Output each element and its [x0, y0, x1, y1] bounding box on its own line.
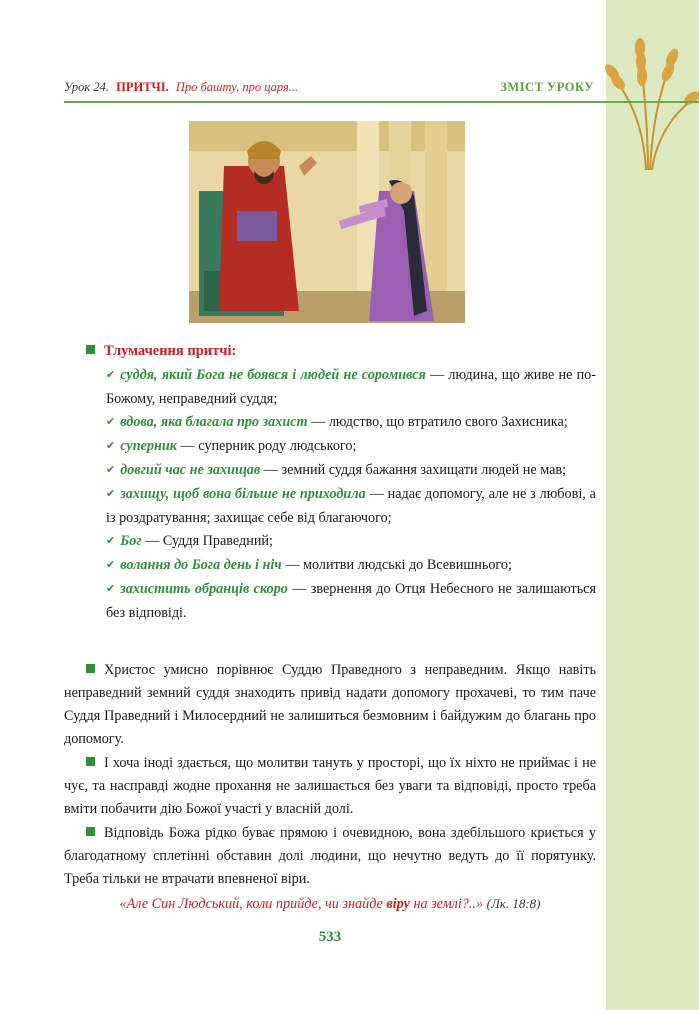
interpretation-section: [90, 340, 596, 625]
item-text: — Суддя Праведний;: [141, 533, 273, 549]
checkmark-icon: ✔: [106, 416, 116, 428]
paragraph-text: І хоча іноді здається, що молитви тануть у просторі, що їх ніхто не приймає і не чує, та насправді жодне прохання не залишається без уваги та відповіді, просто треба вміти побачити дію Божої участі у власній долі.: [64, 755, 596, 817]
contents-link[interactable]: ЗМІСТ УРОКУ: [500, 80, 594, 94]
list-item: [106, 435, 596, 459]
paragraph-text: Відповідь Божа рідко буває прямою і очевидною, вона здебільшого криється у благодатному сплетінні обставин долі людини, що нечутно ведуть до її порятунку. Треба тільки не втрачати впевненої віри.: [64, 825, 596, 887]
checkmark-icon: ✔: [106, 369, 116, 381]
list-item: [106, 578, 596, 625]
quote-reference: (Лк. 18:8): [486, 896, 541, 911]
interpretation-list: [106, 364, 596, 625]
paragraph: [64, 659, 596, 751]
bullet-square-icon: [86, 757, 95, 766]
checkmark-icon: ✔: [106, 535, 116, 547]
bullet-square-icon: [86, 827, 95, 836]
list-item: [106, 483, 596, 530]
parable-illustration: [189, 121, 465, 323]
list-item: [106, 364, 596, 411]
header-divider: [64, 101, 699, 103]
wheat-decoration: [592, 30, 699, 170]
item-term: захищу, щоб вона більше не приходила: [120, 486, 366, 502]
page-header: [64, 80, 604, 100]
list-item: [106, 411, 596, 435]
item-text: — надає допомогу, але не з любові, а із роздратування; захищає себе від благаючого;: [106, 486, 596, 526]
page-number: 533: [318, 929, 342, 945]
paragraph-text: Христос умисно порівнює Суддю Праведного з неправедним. Якщо навіть неправедний земний суддя знаходить привід надати допомогу прохачеві, то тим паче Суддя Праведний і Милосердний не залишиться безмовним і байдужим до благань про допомогу.: [64, 662, 596, 747]
item-term: суперник: [120, 438, 177, 454]
item-term: довгий час не захищав: [120, 462, 261, 478]
item-text: — земний суддя бажання захищати людей не мав;: [260, 462, 567, 478]
lesson-subtitle: Про башту, про царя...: [175, 80, 299, 94]
bullet-square-icon: [86, 345, 95, 354]
scripture-quote: [64, 896, 596, 913]
quote-text-start: «Але Син Людський, коли прийде, чи знайде: [119, 896, 387, 912]
checkmark-icon: ✔: [106, 559, 116, 571]
item-text: — людство, що втратило свого Захисника;: [307, 414, 568, 430]
interpretation-heading: Тлумачення притчі:: [104, 343, 237, 359]
checkmark-icon: ✔: [106, 488, 116, 500]
quote-emphasis: віру: [386, 896, 410, 912]
item-term: захистить обранців скоро: [120, 581, 288, 597]
checkmark-icon: ✔: [106, 464, 116, 476]
bullet-square-icon: [86, 664, 95, 673]
list-item: [106, 530, 596, 554]
checkmark-icon: ✔: [106, 440, 116, 452]
quote-text-end: на землі?..»: [409, 896, 484, 912]
paragraph: [64, 822, 596, 891]
item-term: волання до Бога день і ніч: [120, 557, 282, 573]
item-text: — молитви людські до Всевишнього;: [281, 557, 512, 573]
lesson-number: Урок 24.: [64, 80, 110, 94]
lesson-title: ПРИТЧІ.: [116, 80, 169, 94]
item-text: — людина, що живе не по-Божому, неправедний суддя;: [106, 367, 596, 407]
list-item: [106, 459, 596, 483]
item-term: Бог: [120, 533, 142, 549]
checkmark-icon: ✔: [106, 583, 116, 595]
item-text: — суперник роду людського;: [176, 438, 357, 454]
paragraph: [64, 752, 596, 821]
list-item: [106, 554, 596, 578]
item-text: — звернення до Отця Небесного не залишаються без відповіді.: [106, 581, 596, 621]
item-term: вдова, яка благала про захист: [120, 414, 308, 430]
item-term: суддя, який Бога не боявся і людей не соромився: [120, 367, 426, 383]
